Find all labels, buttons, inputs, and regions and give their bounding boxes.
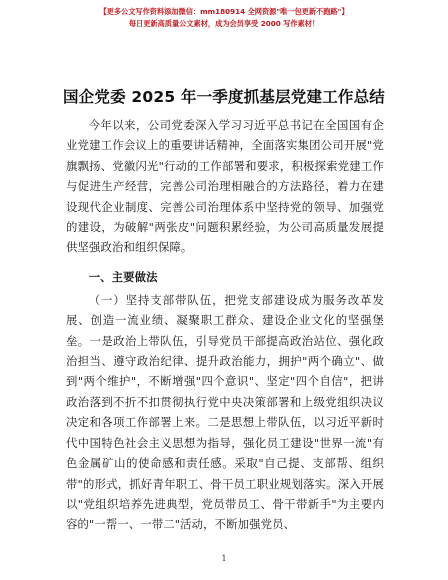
page-number: 1 <box>221 554 227 563</box>
promo-banner-line-1: 【更多公文写作资料添加微信：mm180914 全网资源"唯一包更新不跑路"】 <box>99 7 349 16</box>
section-heading: 一、主要做法 <box>88 269 158 284</box>
intro-paragraph: 今年以来，公司党委深入学习习近平总书记在全国国有企业党建工作会议上的重要讲话精神，全面落实集团公司开展"党旗飘扬、党徽闪光"行动的工作部署和要求，积极探索党建工作与促进生产经营，完善公司治理相融合的方法路径，着力在建设现代企业制度、完善公司治理体系中坚持党的领导、加强党的建设，为破解"两张皮"问题积累经验，为公司高质量发展提供坚强政治和组织保障。 <box>66 118 384 255</box>
document-body <box>66 115 384 535</box>
section-paragraph: （一）坚持支部带队伍，把党支部建设成为服务改革发展、创造一流业绩、凝聚职工群众、建设企业文化的坚强堡垒。一是政治上带队伍，引导党员干部提高政治站位、强化政治担当、遵守政治纪律、提升政治能力，拥护"两个确立"、做到"两个维护"，不断增强"四个意识"、坚定"四个自信"，把讲政治落到不折不扣贯彻执行党中央决策部署和上级党组织决议决定和各项工作部署上来。二是思想上带队伍，以习近平新时代中国特色社会主义思想为指导，强化员工建设"世界一流"有色金属矿山的使命感和责任感。采取"自己提、支部帮、组织带"的形式，抓好青年职工、骨干员工职业规划落实。深入开展以"党组织培养先进典型，党员带员工、骨干带新手"为主要内容的"一帮一、一带二"活动，不断加强党员、 <box>66 292 384 532</box>
promo-banner-line-2: 每日更新高质量公文素材，成为会员享受 2000 写作素材！ <box>128 19 320 28</box>
document-title: 国企党委 2025 年一季度抓基层党建工作总结 <box>62 88 386 106</box>
